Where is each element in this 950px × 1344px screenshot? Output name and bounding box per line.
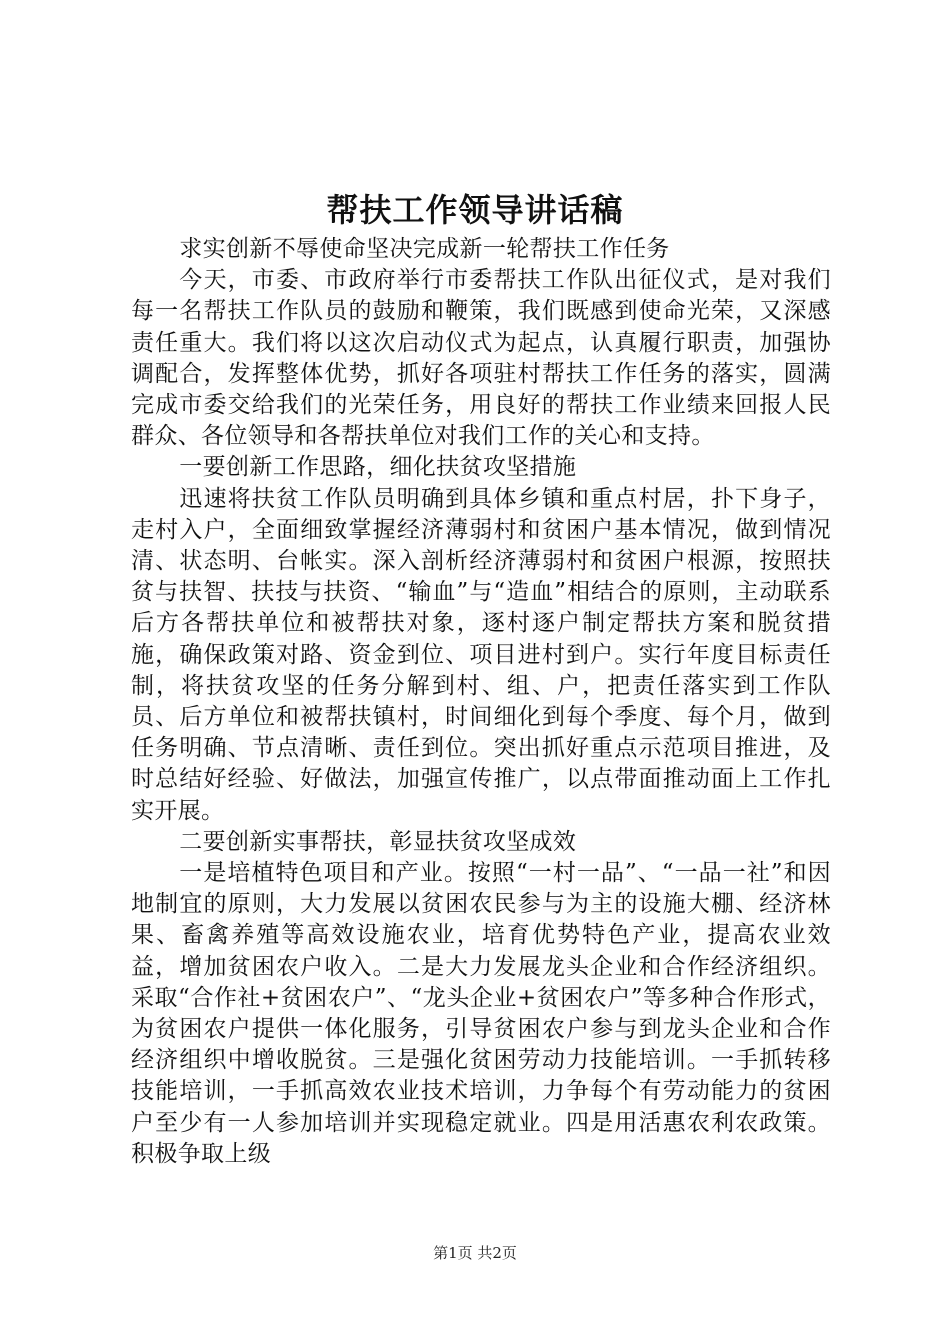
document-title: 帮扶工作领导讲话稿 (326, 191, 624, 229)
body-paragraph: 迅速将扶贫工作队员明确到具体乡镇和重点村居，扑下身子，走村入户，全面细致掌握经济薄弱村和贫困户基本情况，做到情况清、状态明、台帐实。深入剖析经济薄弱村和贫困户根源，按照扶贫与扶智、扶技与扶资、“输血”与“造血”相结合的原则，主动联系后方各帮扶单位和被帮扶对象，逐村逐户制定帮扶方案和脱贫措施，确保政策对路、资金到位、项目进村到户。实行年度目标责任制，将扶贫攻坚的任务分解到村、组、户，把责任落实到工作队员、后方单位和被帮扶镇村，时间细化到每个季度、每个月，做到任务明确、节点清晰、责任到位。突出抓好重点示范项目推进，及时总结好经验、好做法，加强宣传推广，以点带面推动面上工作扎实开展。 (131, 485, 831, 824)
section-heading: 二要创新实事帮扶，彰显扶贫攻坚成效 (179, 828, 577, 855)
section-heading: 一要创新工作思路，细化扶贫攻坚措施 (179, 454, 577, 481)
body-paragraph: 一是培植特色项目和产业。按照“一村一品”、“一品一社”和因地制宜的原则，大力发展以贫困农民参与为主的设施大棚、经济林果、畜禽养殖等高效设施农业，培育优势特色产业，提高农业效益，增加贫困农户收入。二是大力发展龙头企业和合作经济组织。采取“合作社+贫困农户”、“龙头企业+贫困农户”等多种合作形式，为贫困农户提供一体化服务，引导贫困农户参与到龙头企业和合作经济组织中增收脱贫。三是强化贫困劳动力技能培训。一手抓转移技能培训，一手抓高效农业技术培训，力争每个有劳动能力的贫困户至少有一人参加培训并实现稳定就业。四是用活惠农利农政策。积极争取上级 (131, 860, 831, 1167)
page-footer: 第1页 共2页 (433, 1244, 517, 1262)
document-body (131, 234, 831, 1170)
subtitle-paragraph: 求实创新不辱使命坚决完成新一轮帮扶工作任务 (179, 236, 670, 262)
body-paragraph: 今天，市委、市政府举行市委帮扶工作队出征仪式，是对我们每一名帮扶工作队员的鼓励和鞭策，我们既感到使命光荣，又深感责任重大。我们将以这次启动仪式为起点，认真履行职责，加强协调配合，发挥整体优势，抓好各项驻村帮扶工作任务的落实，圆满完成市委交给我们的光荣任务，用良好的帮扶工作业绩来回报人民群众、各位领导和各帮扶单位对我们工作的关心和支持。 (131, 267, 831, 450)
